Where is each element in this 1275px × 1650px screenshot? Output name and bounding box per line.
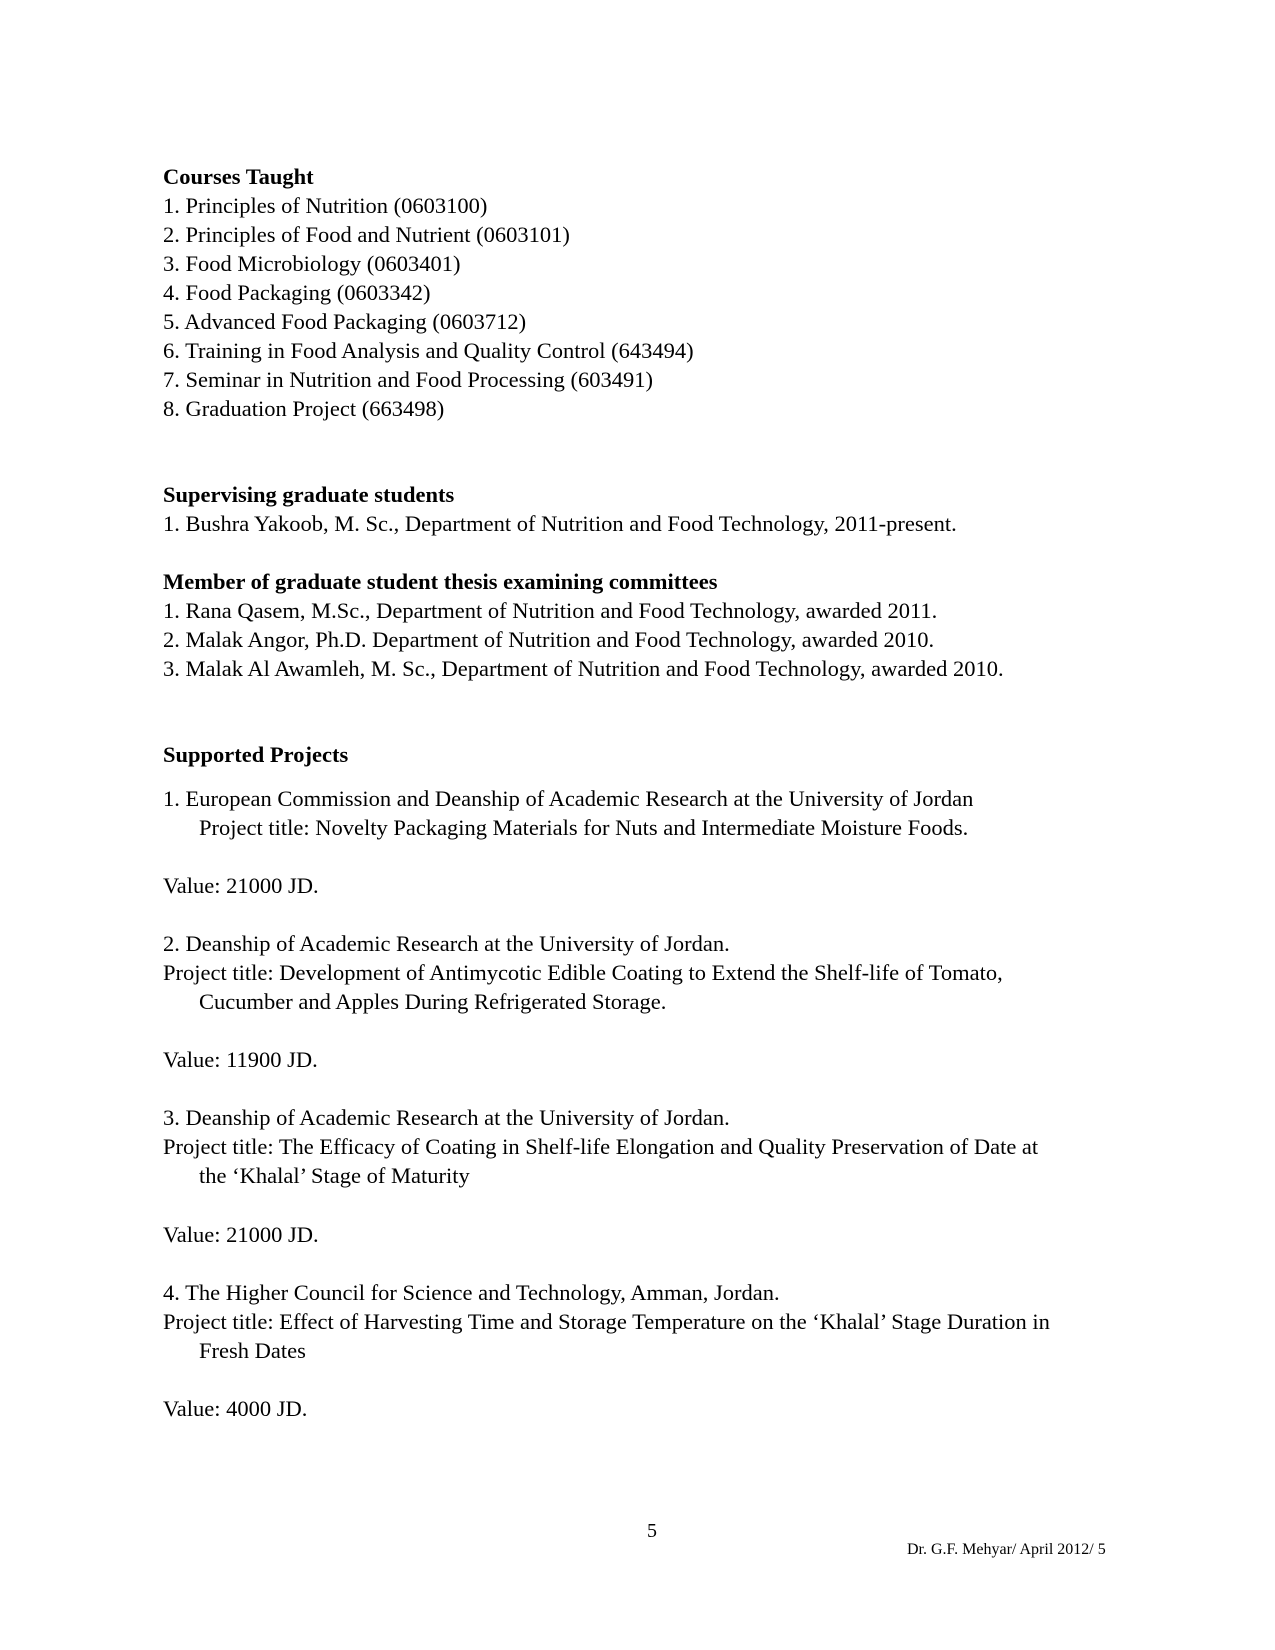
course-item: 8. Graduation Project (663498) [163, 396, 445, 421]
project-2-title: Project title: Development of Antimycotic Edible Coating to Extend the Shelf-life of Tomato, [163, 960, 1003, 985]
project-4-title: Project title: Effect of Harvesting Time and Storage Temperature on the ‘Khalal’ Stage Duration in [163, 1309, 1050, 1334]
supervising-item: 1. Bushra Yakoob, M. Sc., Department of Nutrition and Food Technology, 2011-present. [163, 511, 957, 536]
project-1-value: Value: 21000 JD. [163, 873, 319, 898]
project-1-title: Project title: Novelty Packaging Materials for Nuts and Intermediate Moisture Foods. [199, 815, 969, 840]
supervising-heading: Supervising graduate students [163, 482, 455, 507]
course-item: 3. Food Microbiology (0603401) [163, 251, 461, 276]
project-2-funder: 2. Deanship of Academic Research at the University of Jordan. [163, 931, 730, 956]
project-2-title-cont: Cucumber and Apples During Refrigerated Storage. [199, 989, 667, 1014]
course-item: 1. Principles of Nutrition (0603100) [163, 193, 488, 218]
project-4-value: Value: 4000 JD. [163, 1396, 308, 1421]
courses-heading: Courses Taught [163, 164, 314, 189]
course-item: 7. Seminar in Nutrition and Food Processing (603491) [163, 367, 653, 392]
project-3-value: Value: 21000 JD. [163, 1222, 319, 1247]
committee-item: 2. Malak Angor, Ph.D. Department of Nutrition and Food Technology, awarded 2010. [163, 627, 935, 652]
project-3-title: Project title: The Efficacy of Coating in Shelf-life Elongation and Quality Preservation of Date at [163, 1134, 1039, 1159]
course-item: 5. Advanced Food Packaging (0603712) [163, 309, 527, 334]
project-3-funder: 3. Deanship of Academic Research at the University of Jordan. [163, 1105, 730, 1130]
project-3-title-cont: the ‘Khalal’ Stage of Maturity [199, 1163, 470, 1188]
projects-heading: Supported Projects [163, 742, 349, 767]
course-item: 6. Training in Food Analysis and Quality Control (643494) [163, 338, 694, 363]
project-4-title-cont: Fresh Dates [199, 1338, 306, 1363]
project-4-funder: 4. The Higher Council for Science and Technology, Amman, Jordan. [163, 1280, 780, 1305]
footer-author-date: Dr. G.F. Mehyar/ April 2012/ 5 [907, 1541, 1106, 1558]
course-item: 2. Principles of Food and Nutrient (0603101) [163, 222, 570, 247]
course-item: 4. Food Packaging (0603342) [163, 280, 431, 305]
project-2-value: Value: 11900 JD. [163, 1047, 318, 1072]
committee-item: 1. Rana Qasem, M.Sc., Department of Nutrition and Food Technology, awarded 2011. [163, 598, 938, 623]
page-number: 5 [647, 1520, 657, 1542]
project-1-funder: 1. European Commission and Deanship of Academic Research at the University of Jordan [163, 786, 974, 811]
committee-item: 3. Malak Al Awamleh, M. Sc., Department of Nutrition and Food Technology, awarded 2010. [163, 656, 1004, 681]
committees-heading: Member of graduate student thesis examining committees [163, 569, 718, 594]
